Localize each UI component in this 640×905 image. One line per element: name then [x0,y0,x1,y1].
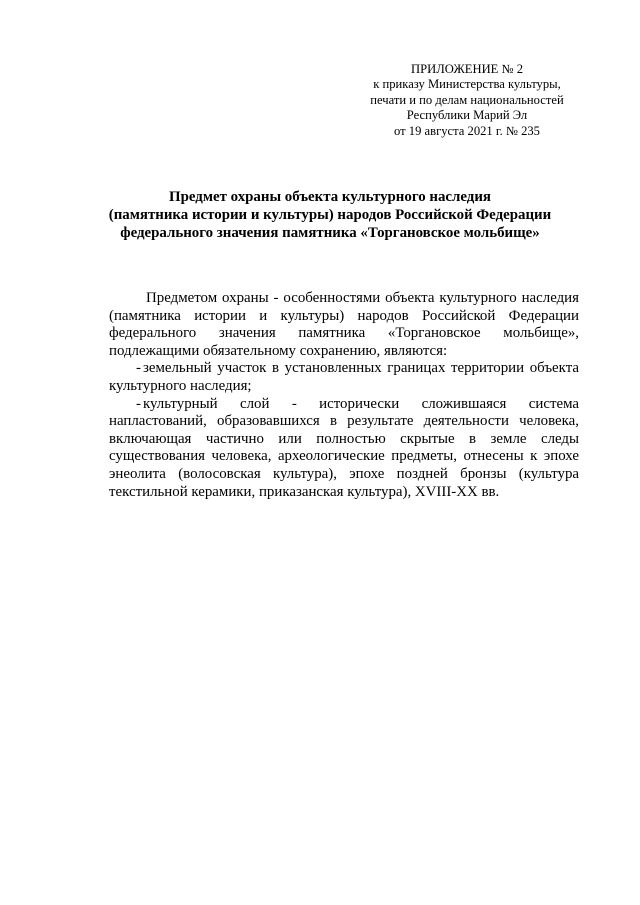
list-item-text: земельный участок в установленных границах территории объекта культурного наследия; [109,360,579,394]
list-item-text: культурный слой - исторически сложившаяся система напластований, образовавшихся в результате деятельности человека, включающая частично или полностью скрытые в земле следы существования человека, археологические предметы, отнесены к эпохе энеолита (волосовская культура), эпохе поздней бронзы (культура текстильной керамики, приказанская культура), XVIII-XX вв. [109,395,579,500]
title-line-3: федерального значения памятника «Торгановское мольбище» [120,225,540,241]
list-item-land-plot [109,360,579,395]
dash-marker: - [136,395,141,412]
title-line-1: Предмет охраны объекта культурного наследия [169,189,491,205]
document-body [109,290,579,501]
appendix-date: от 19 августа 2021 г. № 235 [394,123,540,138]
list-item-cultural-layer [109,396,579,502]
appendix-order-ref: к приказу Министерства культуры, [373,77,561,92]
appendix-number: ПРИЛОЖЕНИЕ № 2 [411,62,523,76]
appendix-header [352,62,582,139]
intro-paragraph: Предметом охраны - особенностями объекта культурного наследия (памятника истории и культуры) народов Российской Федерации федерального значения памятника «Торгановское мольбище», подлежащими обязательному сохранению, являются: [109,290,579,359]
dash-marker: - [136,360,141,377]
appendix-republic: Республики Марий Эл [406,108,528,123]
document-title [60,188,600,242]
appendix-ministry: печати и по делам национальностей [370,92,564,107]
title-line-2: (памятника истории и культуры) народов Российской Федерации [108,207,552,223]
